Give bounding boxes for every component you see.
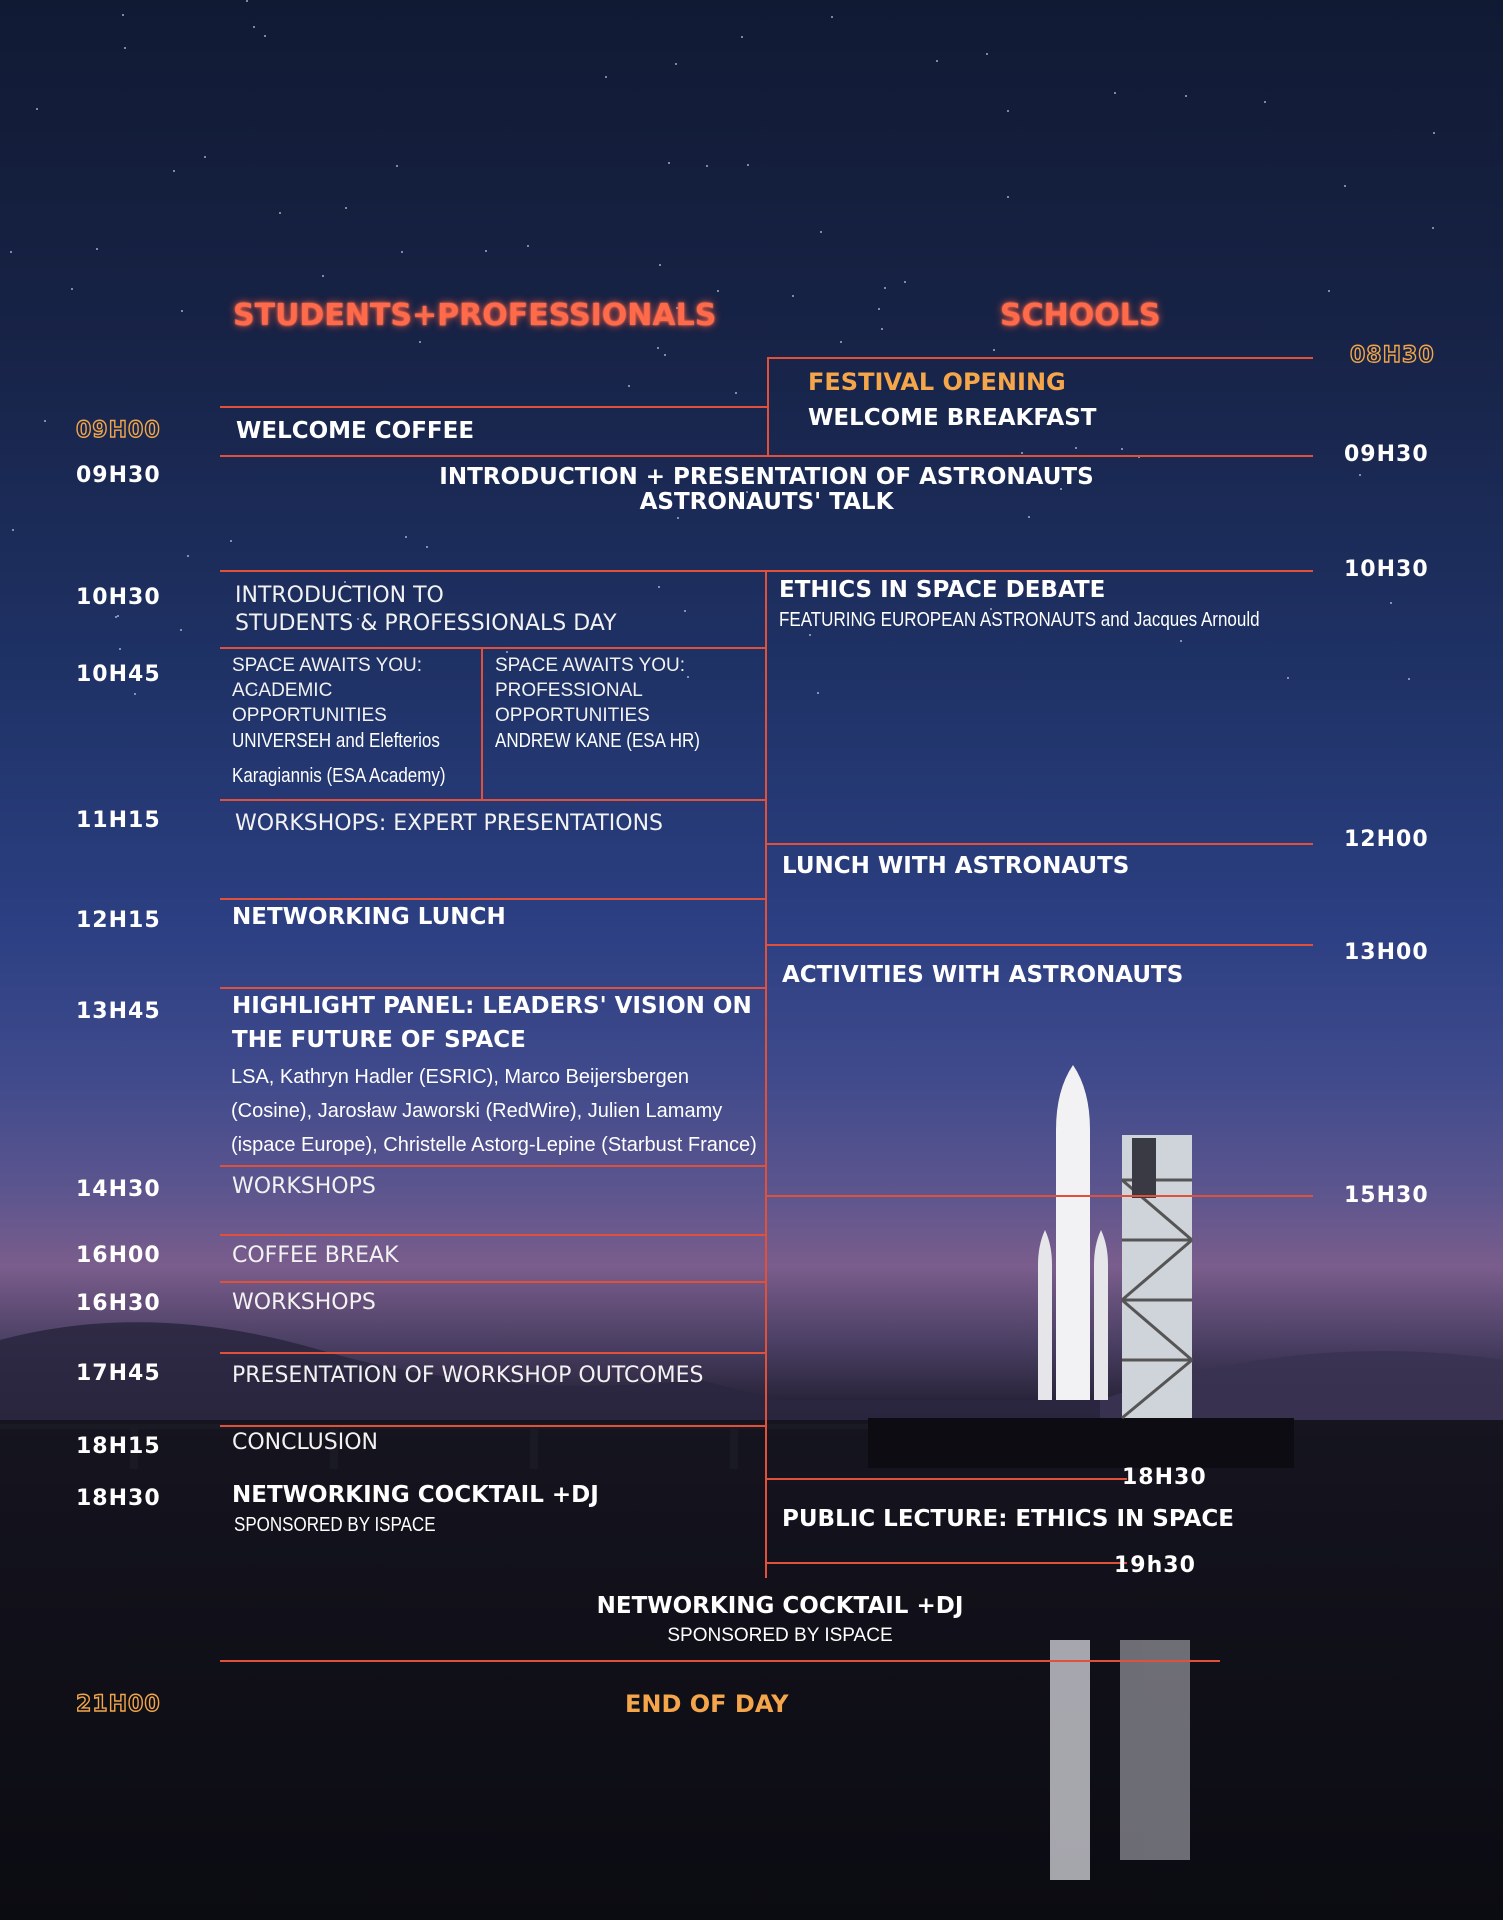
professional-line1: SPACE AWAITS YOU:: [495, 655, 686, 676]
time-1530: 15H30: [1344, 1183, 1429, 1208]
activities-with-astronauts: ACTIVITIES WITH ASTRONAUTS: [782, 962, 1184, 988]
public-lecture: PUBLIC LECTURE: ETHICS IN SPACE: [782, 1506, 1235, 1532]
line-1600: [220, 1234, 765, 1236]
line-1115: [220, 799, 765, 801]
academic-line2: ACADEMIC: [232, 680, 333, 701]
academic-line3: OPPORTUNITIES: [232, 705, 387, 726]
time-1345: 13H45: [76, 999, 161, 1024]
academic-speaker-line1: UNIVERSEH and Elefterios: [232, 730, 440, 752]
time-1830-right: 18H30: [1122, 1465, 1207, 1490]
vline-divider: [765, 570, 767, 1578]
line-1300: [767, 944, 1313, 946]
time-0930-right: 09H30: [1344, 442, 1429, 467]
line-1930: [767, 1562, 1127, 1564]
end-of-day: END OF DAY: [625, 1690, 789, 1718]
line-0900: [220, 406, 768, 408]
professional-line2: PROFESSIONAL: [495, 680, 643, 701]
line-1530: [767, 1195, 1313, 1197]
line-1045: [220, 647, 765, 649]
festival-opening: FESTIVAL OPENING: [808, 368, 1066, 396]
shared-cocktail: NETWORKING COCKTAIL +DJ: [596, 1593, 964, 1619]
networking-lunch: NETWORKING LUNCH: [232, 904, 506, 930]
line-1200: [767, 843, 1313, 845]
conclusion: CONCLUSION: [232, 1430, 378, 1455]
time-0900: 09H00: [76, 418, 161, 443]
time-0930: 09H30: [76, 463, 161, 488]
schools-header: SCHOOLS: [1000, 298, 1161, 333]
workshops-late: WORKSHOPS: [232, 1290, 376, 1315]
students-professionals-header: STUDENTS+PROFESSIONALS: [233, 298, 717, 333]
professional-line3: OPPORTUNITIES: [495, 705, 650, 726]
line-1815: [220, 1425, 765, 1427]
time-1030-right: 10H30: [1344, 557, 1429, 582]
time-1745: 17H45: [76, 1361, 161, 1386]
academic-line1: SPACE AWAITS YOU:: [232, 655, 423, 676]
ethics-debate: ETHICS IN SPACE DEBATE: [779, 577, 1106, 603]
line-0830: [768, 357, 1313, 359]
cocktail-left: NETWORKING COCKTAIL +DJ: [232, 1482, 599, 1508]
panel-title-line1: HIGHLIGHT PANEL: LEADERS' VISION ON: [232, 993, 752, 1019]
line-1430: [220, 1165, 765, 1167]
time-2100: 21H00: [76, 1692, 161, 1717]
time-0830: 08H30: [1350, 343, 1435, 368]
welcome-breakfast: WELCOME BREAKFAST: [808, 405, 1097, 431]
time-1430: 14H30: [76, 1177, 161, 1202]
line-1345: [220, 987, 765, 989]
shared-cocktail-sponsor: SPONSORED BY ISPACE: [667, 1625, 893, 1646]
time-1630: 16H30: [76, 1291, 161, 1316]
coffee-break: COFFEE BREAK: [232, 1243, 399, 1268]
time-1300: 13H00: [1344, 940, 1429, 965]
time-1045: 10H45: [76, 662, 161, 687]
time-1215: 12H15: [76, 908, 161, 933]
line-1745: [220, 1352, 765, 1354]
time-1200: 12H00: [1344, 827, 1429, 852]
panel-title-line2: THE FUTURE OF SPACE: [232, 1027, 526, 1053]
presentation-outcomes: PRESENTATION OF WORKSHOP OUTCOMES: [232, 1363, 704, 1388]
workshops-afternoon: WORKSHOPS: [232, 1174, 376, 1199]
line-1830: [767, 1478, 1127, 1480]
lunch-with-astronauts: LUNCH WITH ASTRONAUTS: [782, 853, 1130, 879]
professional-speaker: ANDREW KANE (ESA HR): [495, 730, 700, 752]
welcome-coffee: WELCOME COFFEE: [236, 418, 475, 444]
panel-speakers: LSA, Kathryn Hadler (ESRIC), Marco Beijersbergen (Cosine), Jarosław Jaworski (RedWire), Julien Lamamy (ispace Europe), Christelle Astorg-Lepine (Starbust France): [231, 1066, 757, 1156]
time-1930: 19h30: [1114, 1553, 1196, 1578]
intro-students-line1: INTRODUCTION TO: [235, 583, 444, 608]
time-1600: 16H00: [76, 1243, 161, 1268]
line-1630: [220, 1281, 765, 1283]
intro-students-line2: STUDENTS & PROFESSIONALS DAY: [235, 611, 617, 636]
line-1215: [220, 898, 765, 900]
ethics-featuring: FEATURING EUROPEAN ASTRONAUTS and Jacques Arnould: [779, 609, 1260, 631]
time-1815: 18H15: [76, 1434, 161, 1459]
line-end: [220, 1660, 1220, 1662]
shared-intro-line1: INTRODUCTION + PRESENTATION OF ASTRONAUTS: [439, 464, 1094, 490]
time-1830: 18H30: [76, 1486, 161, 1511]
time-1030: 10H30: [76, 585, 161, 610]
academic-speaker-line2: Karagiannis (ESA Academy): [232, 765, 446, 787]
line-0930: [220, 455, 1313, 457]
vline-sessions: [481, 647, 483, 799]
workshops-expert: WORKSHOPS: EXPERT PRESENTATIONS: [235, 811, 664, 836]
time-1115: 11H15: [76, 808, 161, 833]
cocktail-left-sponsor: SPONSORED BY ISPACE: [234, 1514, 436, 1536]
shared-intro-line2: ASTRONAUTS' TALK: [639, 489, 894, 515]
